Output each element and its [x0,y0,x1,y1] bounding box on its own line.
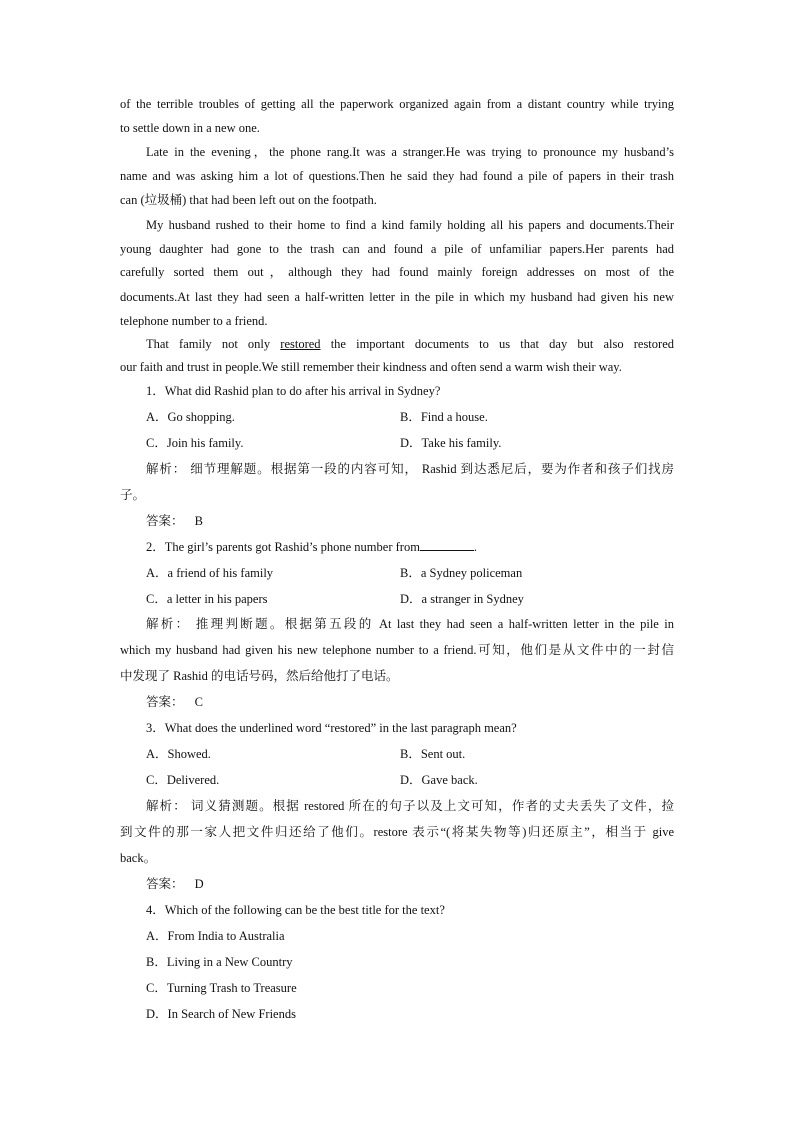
option-a: A．Go shopping. [146,410,235,424]
analysis-line: 子。 [120,488,146,502]
analysis-line: which my husband had given his new telephone number to a friend.可知，他们是从文件中的一封信 [120,643,674,657]
answer-value: C [194,695,203,709]
question-text: 2．The girl’s parents got Rashid’s phone number from [146,540,420,554]
answer-label: 答案： [146,877,184,891]
question-stem [146,538,674,556]
analysis-line: 中发现了 Rashid 的电话号码，然后给他打了电话。 [120,669,399,683]
underlined-word-restored: restored [280,337,321,351]
analysis-text: 推理判断题。根据第五段的 At last they had seen a half-written letter in the pile in [195,617,674,631]
passage-line: documents.At last they had seen a half-written letter in the pile in which my husband had given his new [120,290,674,304]
passage-line: telephone number to a friend. [120,314,268,328]
option-d: D．Take his family. [400,436,502,450]
option-b: B．Find a house. [400,410,488,424]
passage-line: Late in the evening，the phone rang.It was a stranger.He was trying to pronounce my husband’s [146,145,674,159]
option-b: B．a Sydney policeman [400,566,523,580]
answer-label: 答案： [146,695,184,709]
passage-line: to settle down in a new one. [120,121,260,135]
analysis-text: 细节理解题。根据第一段的内容可知， Rashid 到达悉尼后，要为作者和孩子们找房 [190,462,674,476]
answer-value: B [194,514,203,528]
analysis-label: 解析： [146,462,187,476]
answer-value: D [194,877,204,891]
analysis-line [146,460,674,478]
question-stem: 3．What does the underlined word “restored” in the last paragraph mean? [146,721,517,735]
answer-line [146,512,674,530]
answer-line [146,875,674,893]
answer-label: 答案： [146,514,184,528]
option-a: A．Showed. [146,747,211,761]
option-a: A．From India to Australia [146,929,285,943]
question-stem: 1．What did Rashid plan to do after his arrival in Sydney? [146,384,441,398]
question-stem: 4．Which of the following can be the best title for the text? [146,903,445,917]
option-c: C．Delivered. [146,773,220,787]
passage-line: carefully sorted them out，although they had found mainly foreign addresses on most of the [120,265,674,279]
option-b: B．Living in a New Country [146,955,293,969]
analysis-label: 解析： [146,799,187,813]
passage-line-with-underline [146,335,674,353]
question-end: . [473,540,478,554]
analysis-label: 解析： [146,617,191,631]
passage-line: can (垃圾桶) that had been left out on the footpath. [120,193,377,207]
passage-line: our faith and trust in people.We still remember their kindness and often send a warm wish their way. [120,360,622,374]
passage-line: young daughter had gone to the trash can and found a pile of unfamiliar papers.Her parents had [120,242,674,256]
option-d: D．Gave back. [400,773,478,787]
passage-line: My husband rushed to their home to find a kind family holding all his papers and documents.Their [146,218,674,232]
answer-line [146,693,674,711]
answer-blank [420,538,474,551]
option-a: A．a friend of his family [146,566,274,580]
analysis-line: 到文件的那一家人把文件归还给了他们。restore 表示“(将某失物等)归还原主”，相当于 give [120,825,674,839]
passage-text: That family not only [146,337,271,351]
option-c: C．a letter in his papers [146,592,268,606]
option-c: C．Turning Trash to Treasure [146,981,297,995]
option-c: C．Join his family. [146,436,244,450]
passage-text: the important documents to us that day but also restored [330,337,674,351]
option-d: D．In Search of New Friends [146,1007,296,1021]
analysis-text: 词义猜测题。根据 restored 所在的句子以及上文可知，作者的丈夫丢失了文件，捡 [191,799,674,813]
passage-line: of the terrible troubles of getting all the paperwork organized again from a distant country while trying [120,97,674,111]
option-d: D．a stranger in Sydney [400,592,524,606]
analysis-line [146,797,674,815]
option-b: B．Sent out. [400,747,466,761]
passage-line: name and was asking him a lot of questions.Then he said they had found a pile of papers in their trash [120,169,674,183]
analysis-line [146,615,674,633]
analysis-line: back。 [120,851,157,865]
